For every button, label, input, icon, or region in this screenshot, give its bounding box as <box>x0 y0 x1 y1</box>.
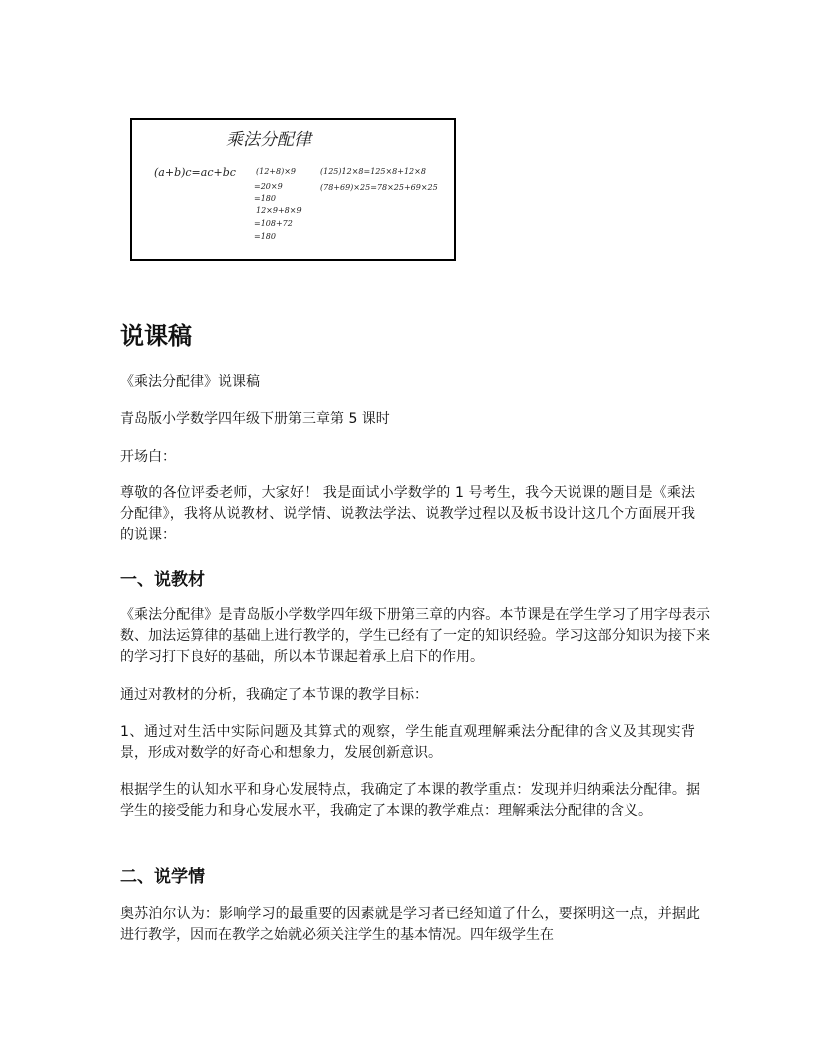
section2-paragraph-1: 奥苏泊尔认为：影响学习的最重要的因素就是学习者已经知道了什么，要探明这一点，并据此进行教学，因而在教学之始就必须关注学生的基本情况。四年级学生在 <box>120 906 700 943</box>
course-info: 青岛版小学数学四年级下册第三章第 5 课时 <box>120 411 390 427</box>
page-title: 说课稿 <box>120 322 192 350</box>
section1-heading: 一、说教材 <box>120 570 205 590</box>
board-calc-b-2: (78+69)×25=78×25+69×25 <box>320 183 438 192</box>
board-calc-a-6: =180 <box>254 232 276 241</box>
board-calc-b-1: (125)12×8=125×8+12×8 <box>320 167 426 176</box>
section1-paragraph-4: 根据学生的认知水平和身心发展特点，我确定了本课的教学重点：发现并归纳乘法分配律。据学生的接受能力和身心发展水平，我确定了本课的教学难点：理解乘法分配律的含义。 <box>120 782 700 819</box>
board-writing <box>132 120 454 259</box>
opening-paragraph: 尊敬的各位评委老师，大家好！ 我是面试小学数学的 1 号考生，我今天说课的题目是《乘法分配律》，我将从说教材、说学情、说教法学法、说教学过程以及板书设计这几个方面展开我的说课： <box>120 485 695 543</box>
section1-paragraph-1: 《乘法分配律》是青岛版小学数学四年级下册第三章的内容。本节课是在学生学习了用字母表示数、加法运算律的基础上进行教学的，学生已经有了一定的知识经验。学习这部分知识为接下来的学习打下良好的基础，所以本节课起着承上启下的作用。 <box>120 607 710 665</box>
section1-paragraph-2: 通过对教材的分析，我确定了本节课的教学目标： <box>120 687 428 703</box>
opening-label: 开场白： <box>120 449 176 465</box>
board-calc-a-1: (12+8)×9 <box>256 167 297 176</box>
board-formula: (a+b)c=ac+bc <box>154 166 236 179</box>
doc-subtitle: 《乘法分配律》说课稿 <box>120 374 260 390</box>
board-title: 乘法分配律 <box>226 130 311 150</box>
board-calc-a-3: =180 <box>254 194 276 203</box>
board-calc-a-5: =108+72 <box>254 219 293 228</box>
board-calc-a-2: =20×9 <box>254 182 283 191</box>
section1-paragraph-3: 1、通过对生活中实际问题及其算式的观察，学生能直观理解乘法分配律的含义及其现实背景，形成对数学的好奇心和想象力，发展创新意识。 <box>120 724 695 761</box>
board-calc-a-4: 12×9+8×9 <box>256 206 302 215</box>
section2-heading: 二、说学情 <box>120 867 205 887</box>
blackboard-figure <box>130 118 456 261</box>
